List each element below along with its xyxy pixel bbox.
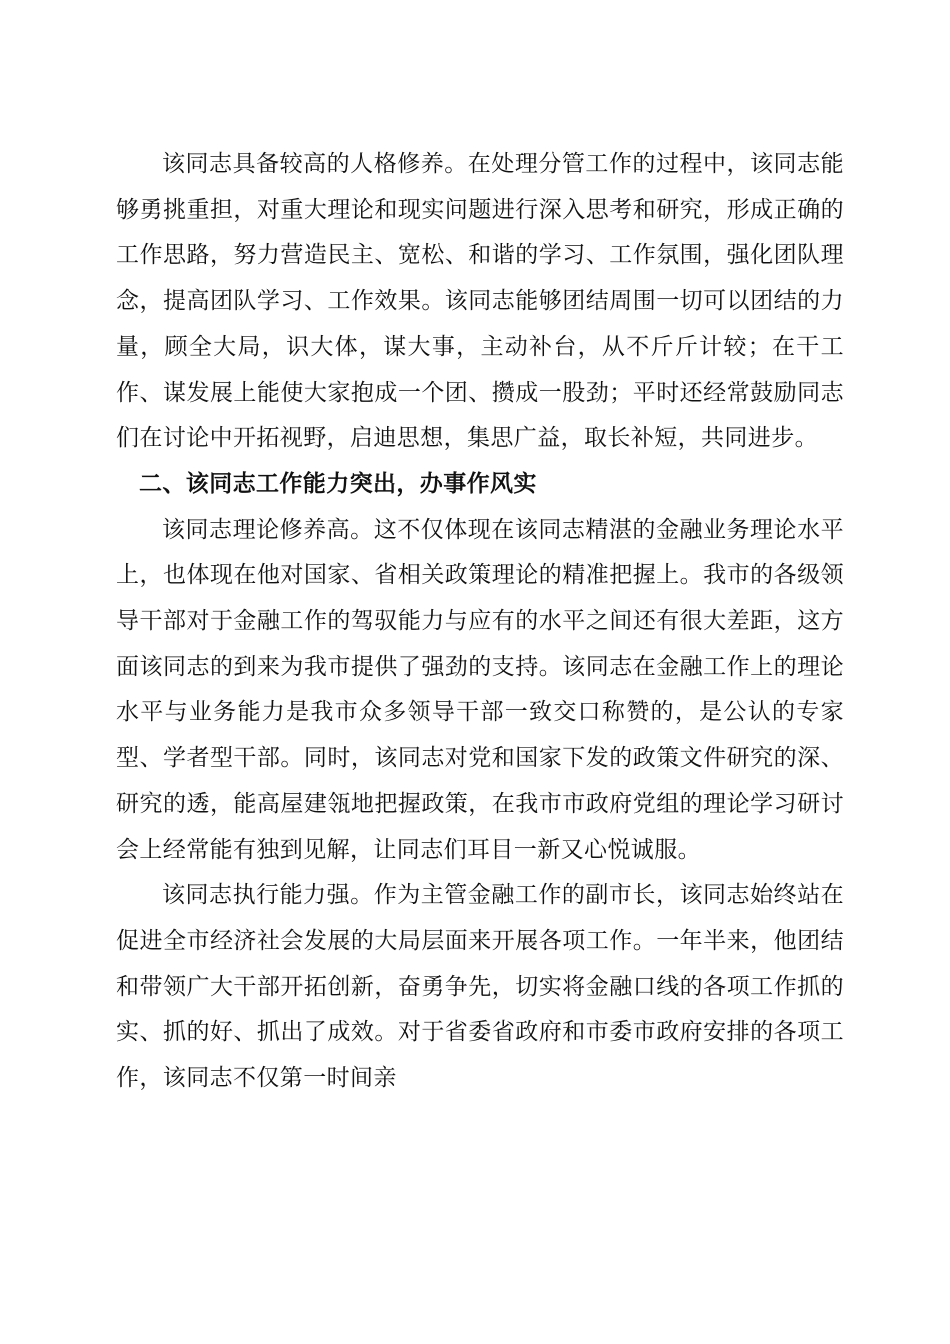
paragraph-personal-cultivation: 该同志具备较高的人格修养。在处理分管工作的过程中，该同志能够勇挑重担，对重大理论和现实问题进行深入思考和研究，形成正确的工作思路，努力营造民主、宽松、和谐的学习、工作氛围，强化团队理念，提高团队学习、工作效果。该同志能够团结周围一切可以团结的力量，顾全大局，识大体，谋大事，主动补台，从不斤斤计较；在干工作、谋发展上能使大家抱成一个团、攒成一股劲；平时还经常鼓励同志们在讨论中开拓视野，启迪思想，集思广益，取长补短，共同进步。 [116, 151, 844, 452]
section-heading-2: 二、该同志工作能力突出，办事作风实 [139, 470, 537, 497]
paragraph-execution-ability: 该同志执行能力强。作为主管金融工作的副市长，该同志始终站在促进全市经济社会发展的大局层面来开展各项工作。一年半来，他团结和带领广大干部开拓创新，奋勇争先，切实将金融口线的各项工作抓的实、抓的好、抓出了成效。对于省委省政府和市委市政府安排的各项工作，该同志不仅第一时间亲 [116, 882, 844, 1092]
paragraph-theory-cultivation: 该同志理论修养高。这不仅体现在该同志精湛的金融业务理论水平上，也体现在他对国家、省相关政策理论的精准把握上。我市的各级领导干部对于金融工作的驾驭能力与应有的水平之间还有很大差距，这方面该同志的到来为我市提供了强劲的支持。该同志在金融工作上的理论水平与业务能力是我市众多领导干部一致交口称赞的，是公认的专家型、学者型干部。同时，该同志对党和国家下发的政策文件研究的深、研究的透，能高屋建瓴地把握政策，在我市市政府党组的理论学习研讨会上经常能有独到见解，让同志们耳目一新又心悦诚服。 [116, 516, 844, 863]
document-page [116, 142, 844, 1102]
